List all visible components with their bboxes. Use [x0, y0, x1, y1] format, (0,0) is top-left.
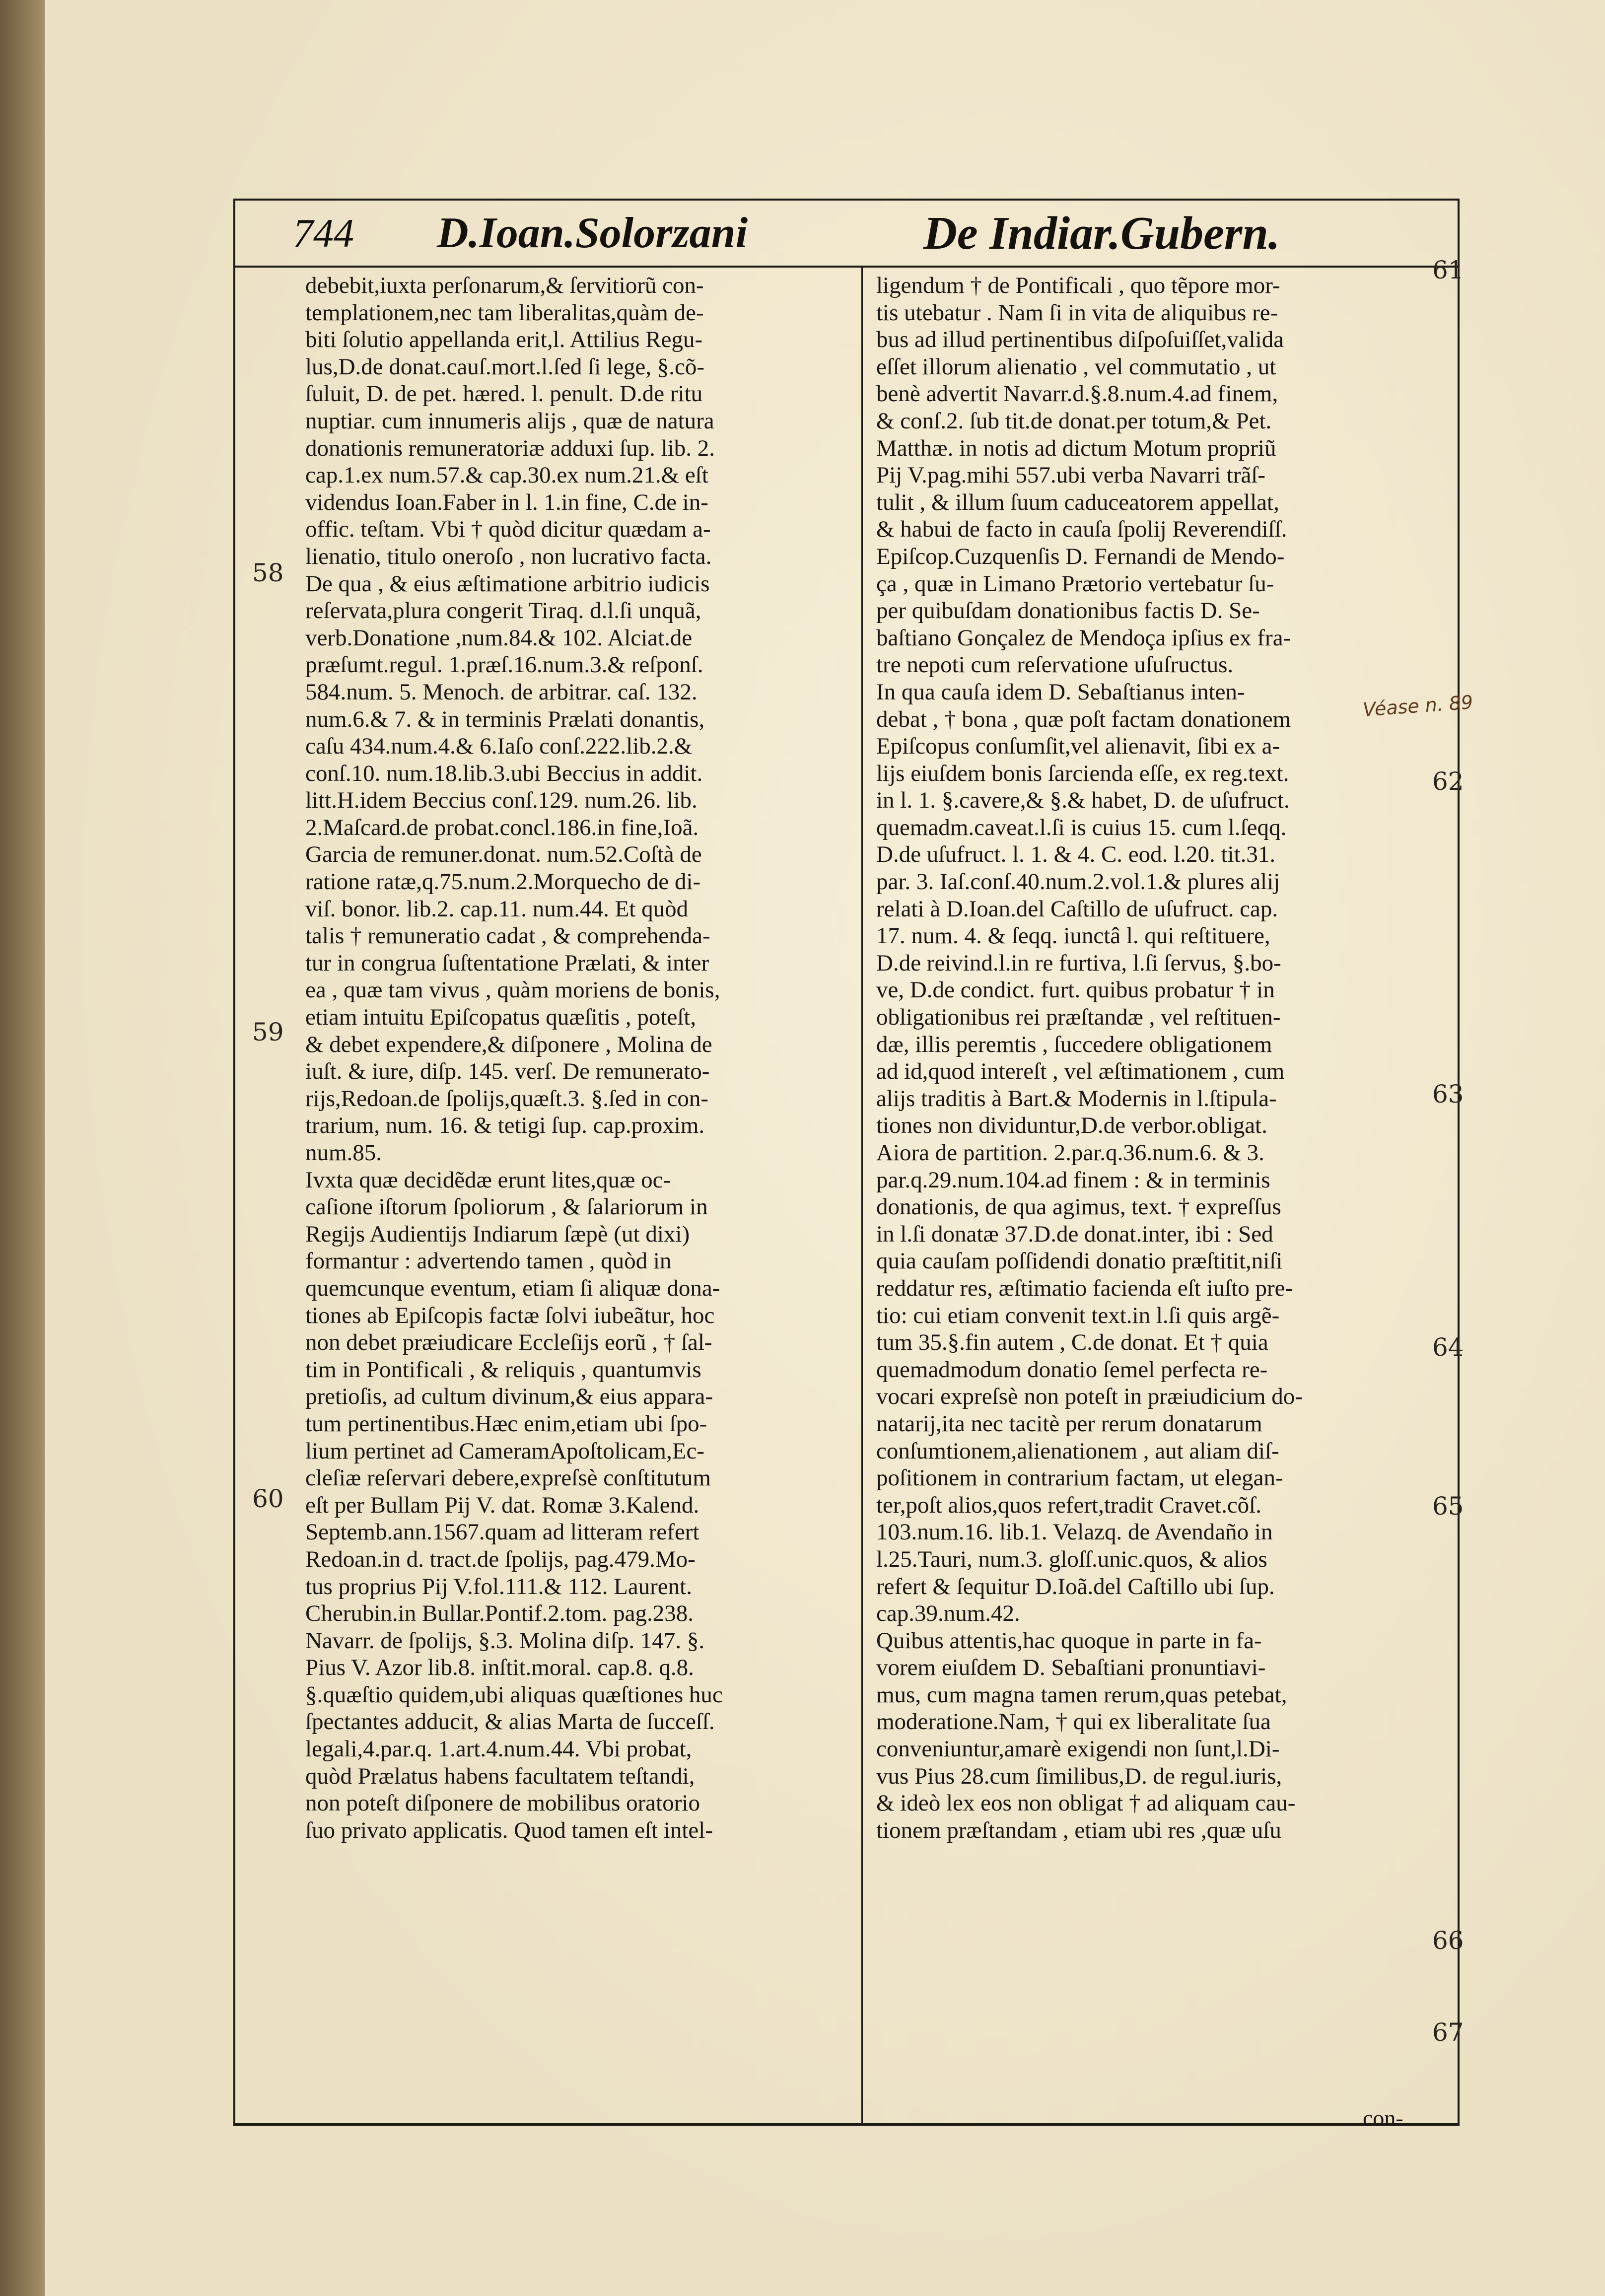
- text-line: par.q.29.num.104.ad finem : & in terminis: [876, 1167, 1270, 1193]
- text-line: ſuo privato applicatis. Quod tamen eſt intel-: [305, 1817, 713, 1843]
- text-line: Redoan.in d. tract.de ſpolijs, pag.479.Mo-: [305, 1546, 696, 1572]
- text-line: cap.39.num.42.: [876, 1600, 1020, 1627]
- text-line: obligationibus rei præſtandæ , vel reſtituen-: [876, 1004, 1281, 1031]
- text-line: dæ, illis peremtis , ſuccedere obligationem: [876, 1031, 1272, 1057]
- catchword: con-: [1363, 2105, 1403, 2131]
- text-line: tum 35.§.fin autem , C.de donat. Et † quia: [876, 1329, 1268, 1356]
- text-line: tus proprius Pij V.fol.111.& 112. Laurent.: [305, 1573, 692, 1600]
- page-number: 744: [293, 210, 354, 256]
- text-line: refert & ſequitur D.Ioã.del Caſtillo ubi ſup.: [876, 1573, 1275, 1600]
- text-line: tur in congrua ſuſtentatione Prælati, & inter: [305, 950, 709, 976]
- text-line: litt.H.idem Beccius conſ.129. num.26. lib.: [305, 787, 698, 814]
- bottom-rule: [233, 2124, 1460, 2126]
- text-line: rijs,Redoan.de ſpolijs,quæſt.3. §.ſed in con-: [305, 1085, 708, 1112]
- text-line: Pius V. Azor lib.8. inſtit.moral. cap.8. q.8.: [305, 1655, 694, 1681]
- text-line: quemadmodum donatio ſemel perfecta re-: [876, 1356, 1268, 1383]
- text-line: tum pertinentibus.Hæc enim,etiam ubi ſpo-: [305, 1410, 707, 1437]
- text-line: ad id,quod intereſt , vel æſtimationem , cum: [876, 1058, 1285, 1085]
- text-line: ea , quæ tam vivus , quàm moriens de bonis,: [305, 977, 720, 1003]
- text-line: nuptiar. cum innumeris alijs , quæ de natura: [305, 408, 714, 434]
- text-line: & conſ.2. ſub tit.de donat.per totum,& Pet.: [876, 408, 1272, 434]
- margin-number: 67: [1432, 2018, 1464, 2047]
- text-line: non debet præiudicare Eccleſijs eorũ , † ſal-: [305, 1329, 712, 1356]
- text-line: Regijs Audientijs Indiarum ſæpè (ut dixi): [305, 1221, 690, 1247]
- text-line: l.25.Tauri, num.3. gloſſ.unic.quos, & alios: [876, 1546, 1267, 1572]
- text-line: pretioſis, ad cultum divinum,& eius appara-: [305, 1384, 713, 1410]
- text-line: formantur : advertendo tamen , quòd in: [305, 1248, 672, 1274]
- text-line: 584.num. 5. Menoch. de arbitrar. caſ. 132.: [305, 679, 698, 705]
- margin-number: 58: [252, 558, 284, 587]
- text-line: cleſiæ reſervari debere,expreſsè conſtitutum: [305, 1465, 711, 1491]
- header-rule: [233, 266, 1460, 268]
- text-line: non poteſt diſponere de mobilibus oratorio: [305, 1790, 700, 1816]
- text-line: per quibuſdam donationibus factis D. Se-: [876, 598, 1260, 624]
- running-head-title: De Indiar.Gubern.: [923, 208, 1280, 259]
- text-line: tulit , & illum ſuum caduceatorem appellat,: [876, 489, 1279, 515]
- text-line: Cherubin.in Bullar.Pontif.2.tom. pag.238.: [305, 1600, 694, 1627]
- margin-number: 63: [1432, 1080, 1464, 1109]
- text-line: legali,4.par.q. 1.art.4.num.44. Vbi probat,: [305, 1736, 692, 1762]
- text-line: templationem,nec tam liberalitas,quàm de-: [305, 299, 704, 326]
- text-line: mus, cum magna tamen rerum,quas petebat,: [876, 1681, 1287, 1708]
- text-line: reſervata,plura congerit Tiraq. d.l.ſi unquã,: [305, 598, 701, 624]
- text-line: talis † remuneratio cadat , & comprehenda-: [305, 923, 710, 949]
- text-line: moderatione.Nam, † qui ex liberalitate ſua: [876, 1709, 1271, 1735]
- text-line: videndus Ioan.Faber in l. 1.in fine, C.de in-: [305, 489, 708, 515]
- text-line: & debet expendere,& diſponere , Molina de: [305, 1031, 712, 1057]
- text-line: conſumtionem,alienationem , aut aliam diſ-: [876, 1438, 1279, 1464]
- text-line: quemcunque eventum, etiam ſi aliquæ dona-: [305, 1275, 720, 1301]
- text-line: caſione iſtorum ſpoliorum , & ſalariorum in: [305, 1194, 708, 1220]
- text-line: iuſt. & iure, diſp. 145. verſ. De remunerato-: [305, 1058, 710, 1085]
- text-line: lium pertinet ad CameramApoſtolicam,Ec-: [305, 1438, 704, 1464]
- text-line: conveniuntur,amarè exigendi non ſunt,l.Di-: [876, 1736, 1280, 1762]
- text-line: Garcia de remuner.donat. num.52.Coſtà de: [305, 841, 702, 868]
- text-line: benè advertit Navarr.d.§.8.num.4.ad finem,: [876, 381, 1278, 407]
- text-line: alijs traditis à Bart.& Modernis in l.ſtipula-: [876, 1085, 1277, 1112]
- text-line: vorem eiuſdem D. Sebaſtiani pronuntiavi-: [876, 1655, 1266, 1681]
- text-line: In qua cauſa idem D. Sebaſtianus inten-: [876, 679, 1245, 705]
- text-line: Epiſcopus conſumſit,vel alienavit, ſibi ex a-: [876, 733, 1280, 760]
- left-column: [305, 272, 851, 1844]
- text-line: De qua , & eius æſtimatione arbitrio iudicis: [305, 570, 710, 597]
- text-line: D.de uſufruct. l. 1. & 4. C. eod. l.20. tit.31.: [876, 841, 1276, 868]
- text-line: relati à D.Ioan.del Caſtillo de uſufruct. cap.: [876, 896, 1278, 922]
- text-line: caſu 434.num.4.& 6.Iaſo conſ.222.lib.2.&: [305, 733, 693, 760]
- text-line: vus Pius 28.cum ſimilibus,D. de regul.iuris,: [876, 1763, 1282, 1789]
- text-line: tionem præſtandam , etiam ubi res ,quæ uſu: [876, 1817, 1281, 1843]
- text-line: 2.Maſcard.de probat.concl.186.in fine,Ioã.: [305, 814, 699, 840]
- text-line: ſuluit, D. de pet. hæred. l. penult. D.de ritu: [305, 381, 703, 407]
- text-line: Quibus attentis,hac quoque in parte in fa-: [876, 1627, 1262, 1654]
- text-line: ratione ratæ,q.75.num.2.Morquecho de di-: [305, 869, 701, 895]
- text-line: reddatur res, æſtimatio facienda eſt iuſto pre-: [876, 1275, 1293, 1301]
- text-line: par. 3. Iaſ.conſ.40.num.2.vol.1.& plures alij: [876, 869, 1280, 895]
- right-column: [876, 272, 1425, 1844]
- text-line: verb.Donatione ,num.84.& 102. Alciat.de: [305, 625, 693, 651]
- text-line: lus,D.de donat.cauſ.mort.l.ſed ſi lege, §.cõ-: [305, 353, 705, 380]
- text-line: tre nepoti cum reſervatione uſuſructus.: [876, 652, 1234, 678]
- text-line: quia cauſam poſſidendi donatio præſtitit,niſi: [876, 1248, 1283, 1274]
- text-line: natarij,ita nec tacitè per rerum donatarum: [876, 1410, 1262, 1437]
- text-line: ter,poſt alios,quos refert,tradit Cravet.cõſ.: [876, 1492, 1261, 1518]
- text-line: Pij V.pag.mihi 557.ubi verba Navarri trãſ-: [876, 462, 1266, 488]
- margin-number: 66: [1432, 1926, 1464, 1955]
- text-line: §.quæſtio quidem,ubi aliquas quæſtiones huc: [305, 1681, 723, 1708]
- text-line: tis utebatur . Nam ſi in vita de aliquibus re-: [876, 299, 1278, 326]
- text-line: ve, D.de condict. furt. quibus probatur † in: [876, 977, 1275, 1003]
- text-line: eſt per Bullam Pij V. dat. Romæ 3.Kalend.: [305, 1492, 699, 1518]
- text-line: eſſet illorum alienatio , vel commutatio , ut: [876, 353, 1276, 380]
- text-line: vocari expreſsè non poteſt in præiudicium do-: [876, 1384, 1303, 1410]
- text-line: Epiſcop.Cuzquenſis D. Fernandi de Mendo-: [876, 543, 1285, 569]
- text-line: poſitionem in contrarium factam, ut elegan-: [876, 1465, 1283, 1491]
- column-divider: [861, 266, 863, 2125]
- text-line: 103.num.16. lib.1. Velazq. de Avendaño in: [876, 1519, 1273, 1545]
- text-line: quemadm.caveat.l.ſi is cuius 15. cum l.ſeqq.: [876, 814, 1287, 840]
- text-line: in l. 1. §.cavere,& §.& habet, D. de uſufruct.: [876, 787, 1290, 814]
- text-line: offic. teſtam. Vbi † quòd dicitur quædam a-: [305, 516, 711, 543]
- text-line: & habui de facto in cauſa ſpolij Reverendiſſ.: [876, 516, 1287, 543]
- text-line: in l.ſi donatæ 37.D.de donat.inter, ibi : Sed: [876, 1221, 1273, 1247]
- text-line: Navarr. de ſpolijs, §.3. Molina diſp. 147. §.: [305, 1627, 705, 1654]
- text-line: viſ. bonor. lib.2. cap.11. num.44. Et quòd: [305, 896, 689, 922]
- margin-number: 59: [252, 1018, 284, 1046]
- text-line: biti ſolutio appellanda erit,l. Attilius Regu-: [305, 327, 703, 353]
- running-head-author: D.Ioan.Solorzani: [437, 209, 748, 257]
- text-line: donationis remuneratoriæ adduxi ſup. lib. 2.: [305, 435, 715, 461]
- text-line: lijs eiuſdem bonis ſarcienda eſſe, ex reg.text.: [876, 760, 1289, 786]
- text-line: tiones ab Epiſcopis factæ ſolvi iubeãtur, hoc: [305, 1302, 715, 1328]
- text-line: ligendum † de Pontificali , quo tẽpore mor-: [876, 273, 1280, 298]
- text-line: donationis, de qua agimus, text. † expreſſus: [876, 1194, 1281, 1220]
- text-line: trarium, num. 16. & tetigi ſup. cap.proxim.: [305, 1113, 705, 1139]
- text-line: D.de reivind.l.in re furtiva, l.ſi ſervus, §.bo-: [876, 950, 1281, 976]
- text-line: ſpectantes adducit, & alias Marta de ſucceſſ.: [305, 1709, 715, 1735]
- text-line: ça , quæ in Limano Prætorio vertebatur ſu-: [876, 570, 1274, 597]
- text-line: 17. num. 4. & ſeqq. iunctâ l. qui reſtituere,: [876, 923, 1270, 949]
- text-line: tim in Pontificali , & reliquis , quantumvis: [305, 1356, 701, 1383]
- text-line: num.6.& 7. & in terminis Prælati donantis,: [305, 706, 705, 732]
- text-line: Ivxta quæ decidẽdæ erunt lites,quæ oc-: [305, 1167, 671, 1193]
- text-line: lienatio, titulo oneroſo , non lucrativo facta.: [305, 543, 712, 569]
- text-line: Aiora de partition. 2.par.q.36.num.6. & 3.: [876, 1140, 1264, 1166]
- text-line: quòd Prælatus habens facultatem teſtandi,: [305, 1763, 695, 1789]
- text-line: etiam intuitu Epiſcopatus quæſitis , poteſt,: [305, 1004, 697, 1031]
- handwritten-note: Véase n. 89: [1362, 691, 1474, 721]
- text-line: Matthæ. in notis ad dictum Motum propriũ: [876, 435, 1276, 461]
- margin-number: 65: [1432, 1492, 1464, 1521]
- text-line: & ideò lex eos non obligat † ad aliquam cau-: [876, 1790, 1296, 1816]
- text-line: præſumt.regul. 1.præſ.16.num.3.& reſponſ.: [305, 652, 703, 678]
- text-line: tiones non dividuntur,D.de verbor.obligat.: [876, 1113, 1267, 1139]
- text-line: cap.1.ex num.57.& cap.30.ex num.21.& eſt: [305, 462, 708, 488]
- margin-number: 62: [1432, 767, 1464, 796]
- text-line: debebit,iuxta perſonarum,& ſervitiorũ con-: [305, 273, 704, 298]
- margin-number: 64: [1432, 1333, 1464, 1362]
- text-line: tio: cui etiam convenit text.in l.ſi quis argẽ-: [876, 1302, 1280, 1328]
- margin-number: 61: [1432, 256, 1464, 284]
- text-line: num.85.: [305, 1140, 382, 1166]
- text-line: bus ad illud pertinentibus diſpoſuiſſet,valida: [876, 327, 1284, 353]
- text-line: debat , † bona , quæ poſt factam donationem: [876, 706, 1291, 732]
- text-line: conſ.10. num.18.lib.3.ubi Beccius in addit.: [305, 760, 703, 786]
- margin-number: 60: [252, 1484, 284, 1513]
- text-line: Septemb.ann.1567.quam ad litteram refert: [305, 1519, 699, 1545]
- text-line: baſtiano Gonçalez de Mendoça ipſius ex fra-: [876, 625, 1291, 651]
